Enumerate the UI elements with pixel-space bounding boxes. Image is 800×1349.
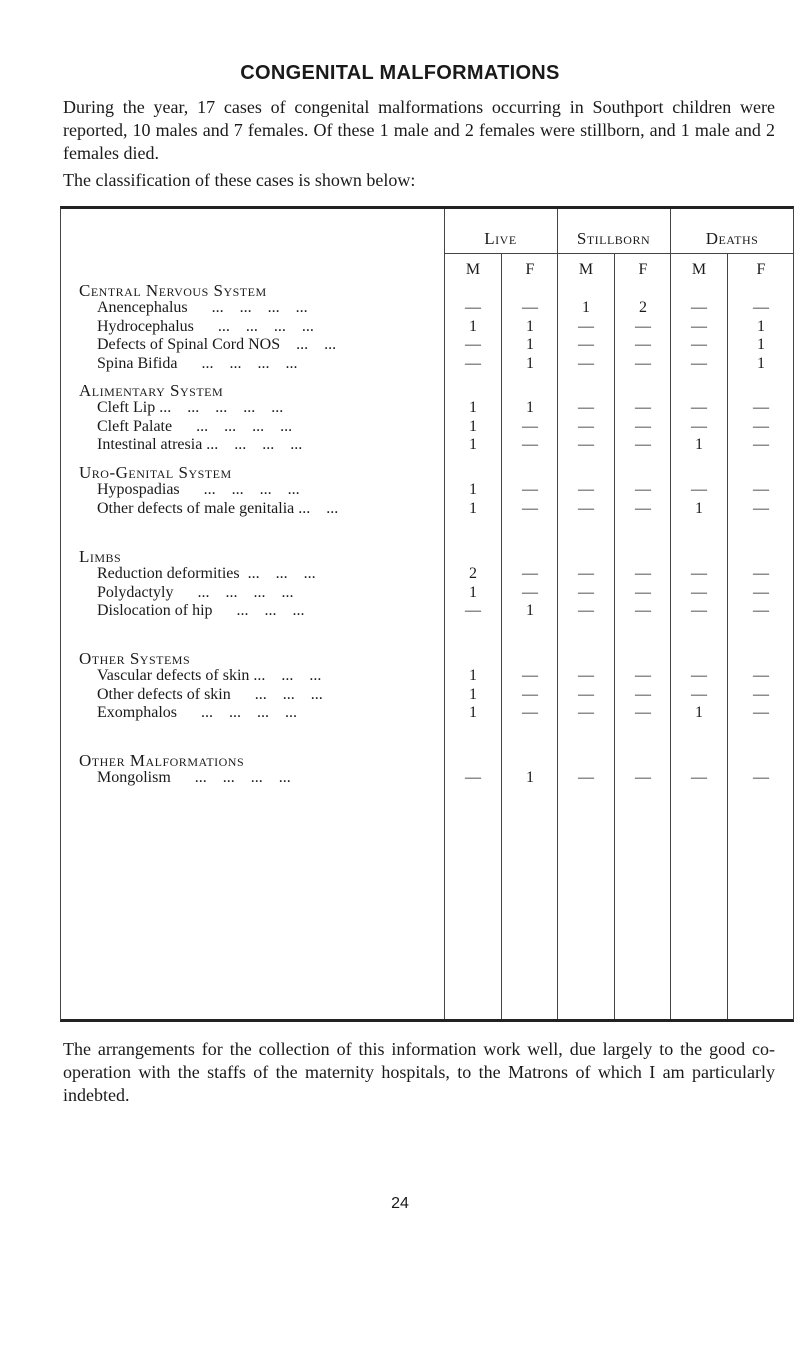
table-cell: — xyxy=(753,685,769,703)
closing-paragraph: The arrangements for the collection of this information work well, due largely to the good co-operation with the staffs of the maternity hospitals, to the Matrons of which I am particularly indebted. xyxy=(63,1039,775,1105)
table-row-label: Mongolism ... ... ... ... xyxy=(97,769,291,786)
table-cell: — xyxy=(753,481,769,498)
table-row-label: Dislocation of hip ... ... ... xyxy=(97,602,305,620)
group-header-deaths: Deaths xyxy=(705,229,759,248)
table-cell: — xyxy=(578,317,594,335)
table-cell: 1 xyxy=(469,317,477,335)
table-cell: 1 xyxy=(469,399,477,416)
table-cell: — xyxy=(753,565,769,582)
column-divider xyxy=(727,253,728,1019)
table-cell: — xyxy=(522,481,538,498)
column-divider xyxy=(557,209,558,1019)
section-heading: Other Malformations xyxy=(79,751,245,770)
table-cell: — xyxy=(465,602,481,620)
table-cell: — xyxy=(691,417,707,435)
table-cell: 1 xyxy=(469,685,477,703)
table-row-label: Anencephalus ... ... ... ... xyxy=(97,299,308,316)
table-cell: 1 xyxy=(469,704,477,722)
table-row-label: Other defects of male genitalia ... ... xyxy=(97,499,339,517)
table-cell: — xyxy=(578,417,594,435)
subheader-stillborn-f: F xyxy=(638,261,648,278)
subheader-deaths-m: M xyxy=(691,261,707,278)
table-cell: — xyxy=(522,704,538,722)
table-row-label: Other defects of skin ... ... ... xyxy=(97,685,323,703)
table-cell: — xyxy=(691,299,707,316)
table-row-label: Spina Bifida ... ... ... ... xyxy=(97,354,298,372)
table-cell: 1 xyxy=(695,499,703,517)
table-cell: — xyxy=(578,565,594,582)
table-cell: — xyxy=(753,583,769,601)
table-cell: — xyxy=(635,499,651,517)
table-cell: — xyxy=(691,565,707,582)
table-cell: 1 xyxy=(526,354,534,372)
table-cell: — xyxy=(635,399,651,416)
table-cell: — xyxy=(578,354,594,372)
table-row-label: Polydactyly ... ... ... ... xyxy=(97,583,294,601)
table-cell: — xyxy=(691,685,707,703)
table-cell: — xyxy=(578,769,594,786)
subheader-deaths-f: F xyxy=(756,261,766,278)
table-row-label: Exomphalos ... ... ... ... xyxy=(97,704,297,722)
table-row-label: Intestinal atresia ... ... ... ... xyxy=(97,436,303,454)
table-cell: — xyxy=(465,354,481,372)
table-cell: — xyxy=(578,667,594,684)
table-row-label: Hydrocephalus ... ... ... ... xyxy=(97,317,314,335)
table-cell: — xyxy=(635,704,651,722)
header-divider xyxy=(444,253,794,254)
table-cell: 1 xyxy=(757,336,765,354)
table-cell: 1 xyxy=(526,336,534,354)
table-cell: — xyxy=(522,299,538,316)
table-cell: — xyxy=(691,399,707,416)
table-cell: — xyxy=(522,565,538,582)
table-cell: — xyxy=(635,565,651,582)
table-cell: — xyxy=(578,399,594,416)
table-cell: — xyxy=(635,685,651,703)
table-cell: — xyxy=(635,354,651,372)
table-cell: — xyxy=(465,299,481,316)
section-heading: Other Systems xyxy=(79,649,191,668)
table-cell: 2 xyxy=(469,565,477,582)
table-cell: 1 xyxy=(526,399,534,416)
table-cell: 1 xyxy=(469,499,477,517)
table-cell: — xyxy=(522,436,538,454)
page-title: CONGENITAL MALFORMATIONS xyxy=(240,62,560,84)
table-cell: 1 xyxy=(469,481,477,498)
table-cell: — xyxy=(522,499,538,517)
table-cell: 1 xyxy=(469,583,477,601)
page-number: 24 xyxy=(391,1195,409,1212)
section-heading: Limbs xyxy=(79,547,122,566)
table-cell: — xyxy=(635,417,651,435)
section-heading: Central Nervous System xyxy=(79,281,267,300)
table-cell: 1 xyxy=(469,436,477,454)
table-cell: — xyxy=(691,583,707,601)
table-cell: — xyxy=(753,299,769,316)
table-cell: — xyxy=(578,499,594,517)
table-cell: — xyxy=(691,769,707,786)
section-heading: Uro-Genital System xyxy=(79,463,232,482)
table-cell: — xyxy=(753,417,769,435)
table-cell: — xyxy=(522,685,538,703)
table-cell: 1 xyxy=(582,299,590,316)
table-cell: — xyxy=(753,667,769,684)
column-divider xyxy=(670,209,671,1019)
table-cell: 1 xyxy=(526,317,534,335)
table-cell: — xyxy=(635,602,651,620)
table-cell: — xyxy=(691,667,707,684)
group-header-stillborn: Stillborn xyxy=(576,229,651,248)
table-cell: — xyxy=(691,481,707,498)
table-cell: — xyxy=(635,667,651,684)
table-cell: — xyxy=(522,417,538,435)
table-cell: — xyxy=(635,436,651,454)
table-cell: — xyxy=(753,602,769,620)
column-divider xyxy=(501,253,502,1019)
table-cell: 1 xyxy=(695,704,703,722)
table-cell: 2 xyxy=(639,299,647,316)
table-cell: — xyxy=(465,336,481,354)
table-cell: 1 xyxy=(526,769,534,786)
table-cell: 1 xyxy=(469,417,477,435)
table-cell: — xyxy=(635,336,651,354)
subheader-stillborn-m: M xyxy=(578,261,594,278)
table-cell: — xyxy=(578,583,594,601)
table-cell: — xyxy=(578,481,594,498)
table-cell: — xyxy=(578,704,594,722)
table-row-label: Hypospadias ... ... ... ... xyxy=(97,481,300,498)
table-cell: — xyxy=(691,317,707,335)
table-cell: 1 xyxy=(469,667,477,684)
lead-paragraph: The classification of these cases is shown below: xyxy=(63,170,416,190)
table-cell: 1 xyxy=(695,436,703,454)
table-cell: — xyxy=(635,769,651,786)
table-cell: — xyxy=(635,481,651,498)
table-row-label: Vascular defects of skin ... ... ... xyxy=(97,667,322,684)
table-cell: — xyxy=(578,685,594,703)
table-cell: 1 xyxy=(757,317,765,335)
table-cell: — xyxy=(753,769,769,786)
table-cell: — xyxy=(753,399,769,416)
table-cell: — xyxy=(465,769,481,786)
malformations-table xyxy=(60,206,794,1022)
table-cell: — xyxy=(691,336,707,354)
table-cell: — xyxy=(578,602,594,620)
subheader-live-m: M xyxy=(465,261,481,278)
table-cell: — xyxy=(635,583,651,601)
subheader-live-f: F xyxy=(525,261,535,278)
table-cell: — xyxy=(691,602,707,620)
table-row-label: Reduction deformities ... ... ... xyxy=(97,565,316,582)
table-cell: — xyxy=(578,336,594,354)
table-cell: — xyxy=(753,436,769,454)
table-cell: — xyxy=(578,436,594,454)
table-cell: — xyxy=(753,499,769,517)
section-heading: Alimentary System xyxy=(79,381,224,400)
table-cell: — xyxy=(635,317,651,335)
table-cell: 1 xyxy=(757,354,765,372)
table-row-label: Cleft Lip ... ... ... ... ... xyxy=(97,399,284,416)
table-cell: — xyxy=(691,354,707,372)
intro-paragraph: During the year, 17 cases of congenital malformations occurring in Southport children were reported, 10 males and 7 females. Of these 1 male and 2 females were stillborn, and 1 male and 2 females died. xyxy=(63,97,775,163)
table-cell: 1 xyxy=(526,602,534,620)
column-divider xyxy=(614,253,615,1019)
table-row-label: Cleft Palate ... ... ... ... xyxy=(97,417,293,435)
table-row-label: Defects of Spinal Cord NOS ... ... xyxy=(97,336,337,354)
table-cell: — xyxy=(522,667,538,684)
table-cell: — xyxy=(522,583,538,601)
group-header-live: Live xyxy=(484,229,517,248)
table-cell: — xyxy=(753,704,769,722)
